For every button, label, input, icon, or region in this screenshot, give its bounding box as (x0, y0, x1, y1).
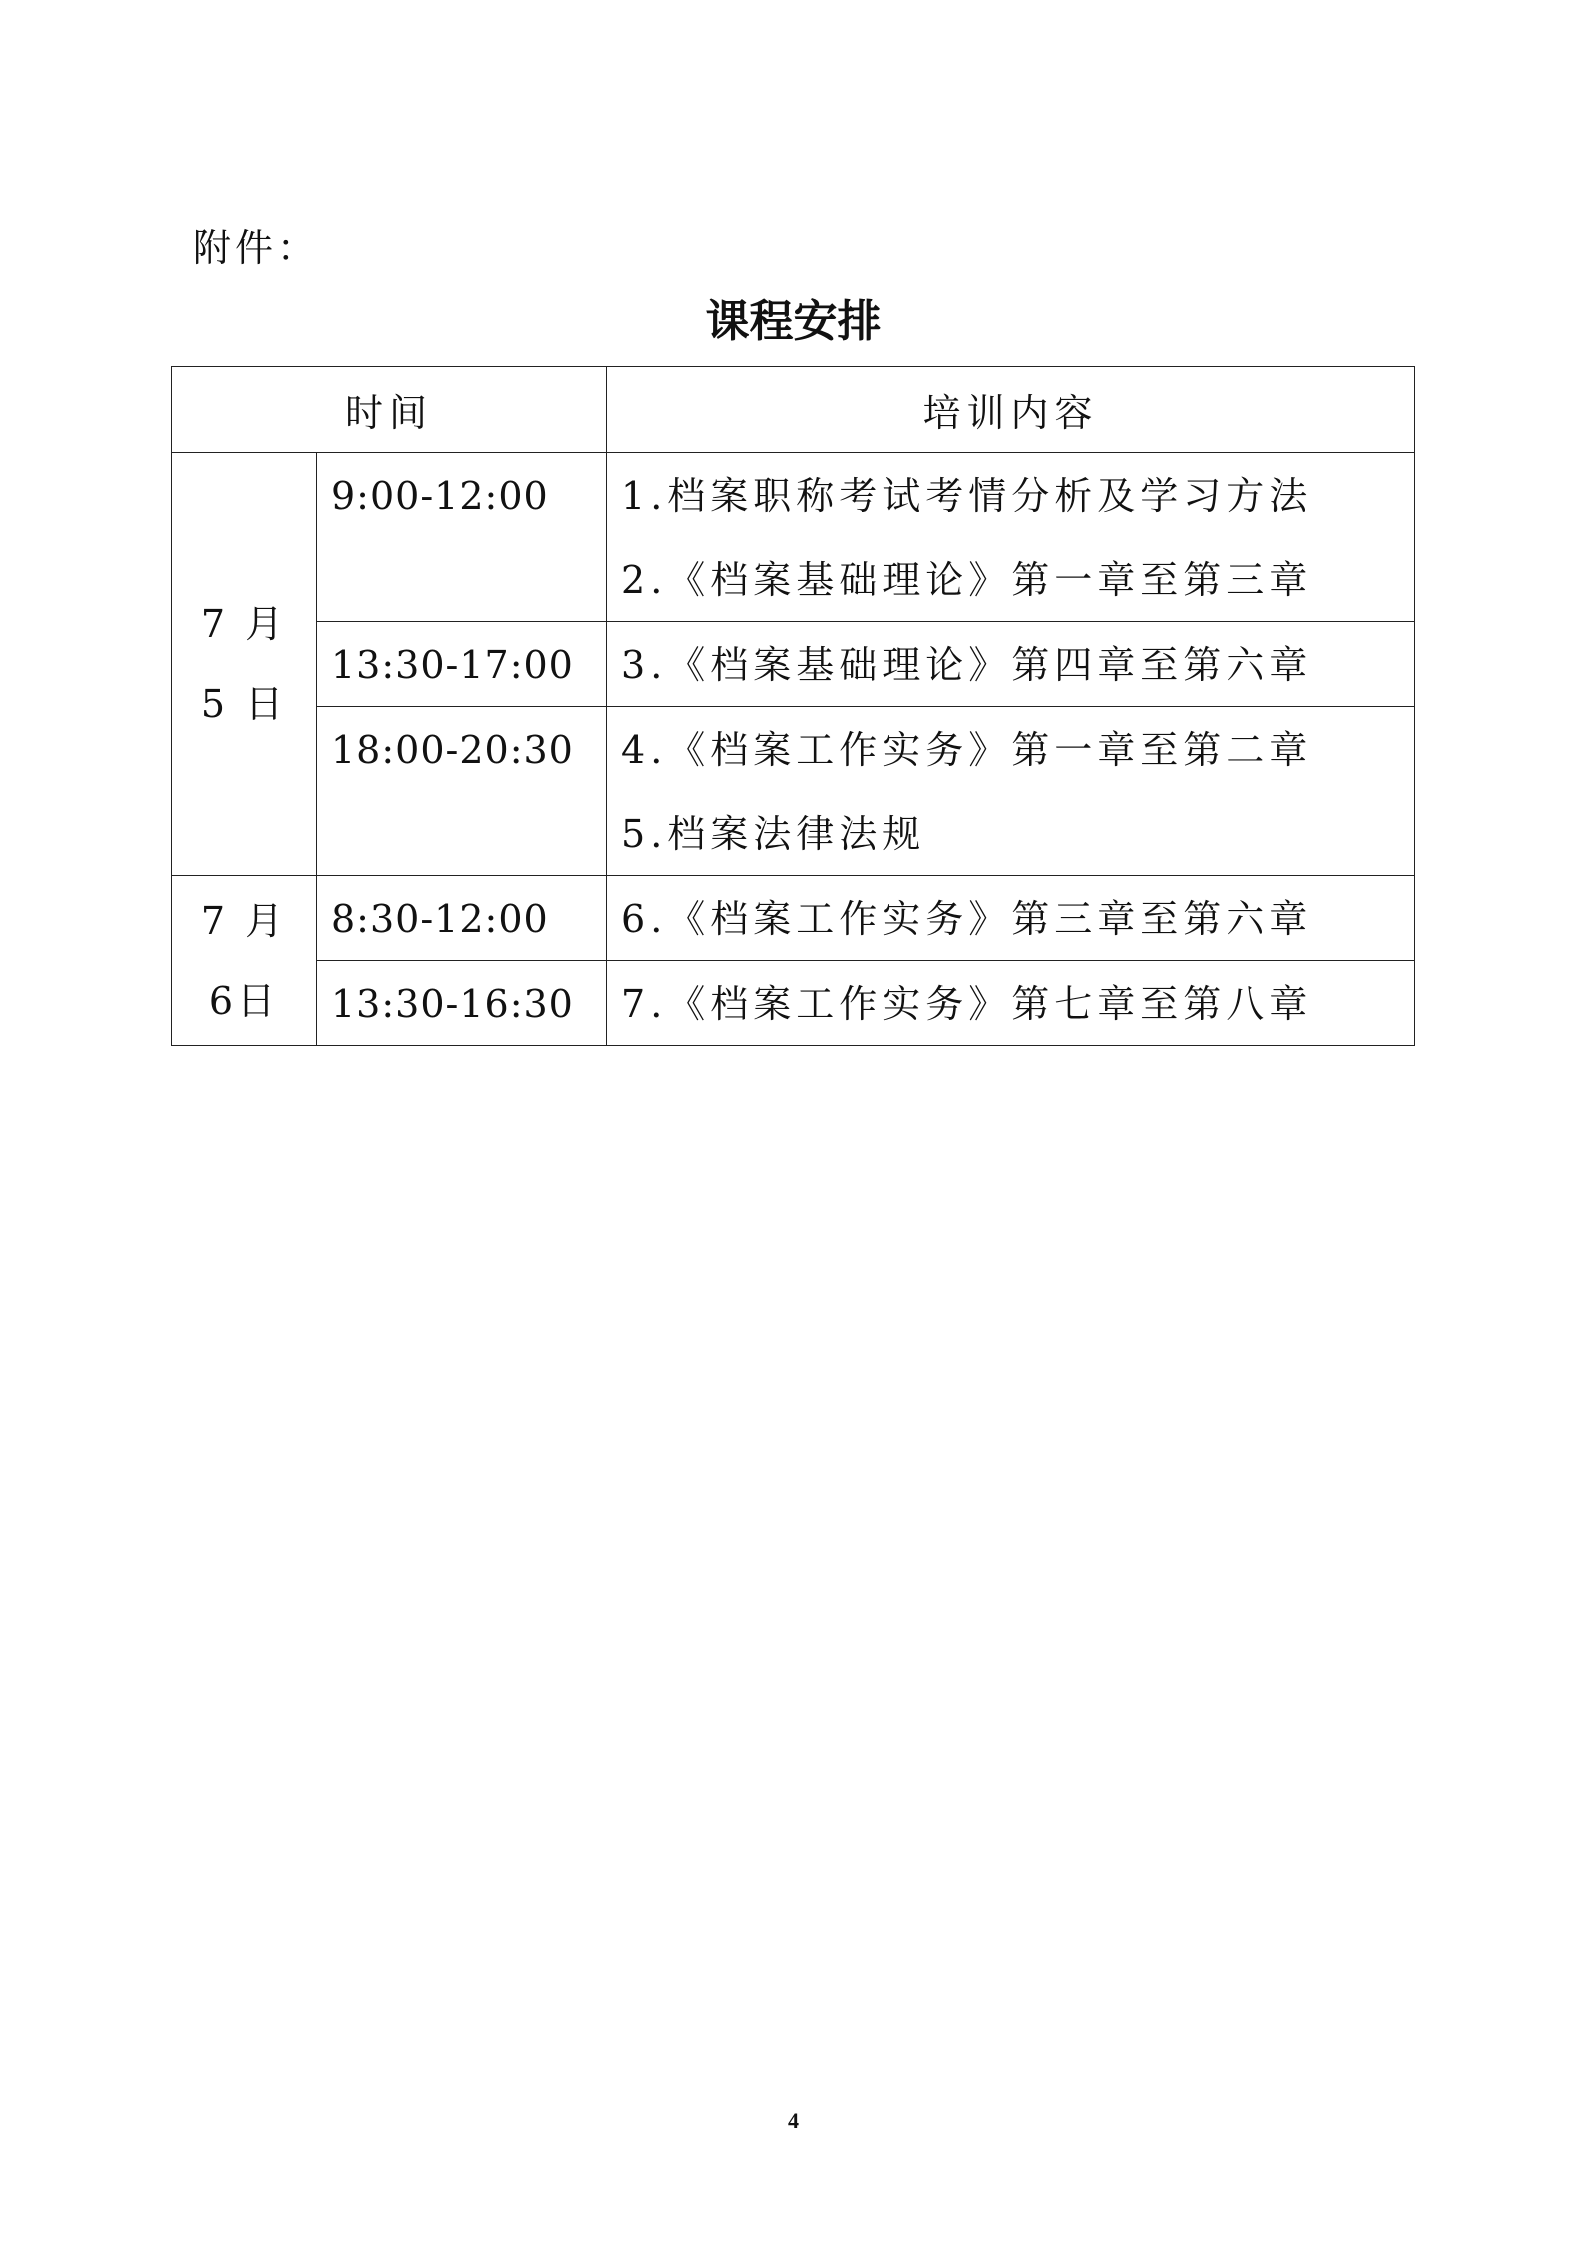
content-item: 2.《档案基础理论》第一章至第三章 (621, 558, 1313, 602)
time-cell: 18:00-20:30 (317, 707, 607, 876)
table-row (172, 961, 1415, 1046)
table-row (172, 876, 1415, 961)
table-row (172, 622, 1415, 707)
page-title: 课程安排 (705, 296, 882, 347)
content-item: 3.《档案基础理论》第四章至第六章 (621, 643, 1313, 687)
content-item: 7.《档案工作实务》第七章至第八章 (621, 982, 1313, 1026)
date-cell-day1 (172, 453, 317, 876)
header-content: 培训内容 (607, 367, 1415, 453)
date-month: 7 月 (200, 602, 288, 646)
time-cell: 13:30-17:00 (317, 622, 607, 707)
content-item: 4.《档案工作实务》第一章至第二章 (621, 728, 1313, 772)
content-item: 6.《档案工作实务》第三章至第六章 (621, 897, 1313, 941)
time-cell: 13:30-16:30 (317, 961, 607, 1046)
content-item: 1.档案职称考试考情分析及学习方法 (621, 474, 1313, 518)
page-number: 4 (788, 2108, 799, 2133)
content-cell (607, 707, 1415, 876)
date-day: 6日 (208, 978, 280, 1023)
time-cell: 9:00-12:00 (317, 453, 607, 622)
date-month: 7 月 (200, 898, 288, 943)
attachment-label: 附件： (193, 226, 320, 270)
date-cell-day2 (172, 876, 317, 1046)
header-time: 时间 (172, 367, 607, 453)
table-header-row (172, 367, 1415, 453)
content-cell (607, 622, 1415, 707)
date-day: 5 日 (200, 682, 288, 726)
schedule-table (171, 366, 1415, 1046)
content-cell (607, 876, 1415, 961)
table-row (172, 453, 1415, 622)
content-cell (607, 453, 1415, 622)
time-cell: 8:30-12:00 (317, 876, 607, 961)
content-item: 5.档案法律法规 (621, 812, 926, 856)
content-cell (607, 961, 1415, 1046)
table-row (172, 707, 1415, 876)
